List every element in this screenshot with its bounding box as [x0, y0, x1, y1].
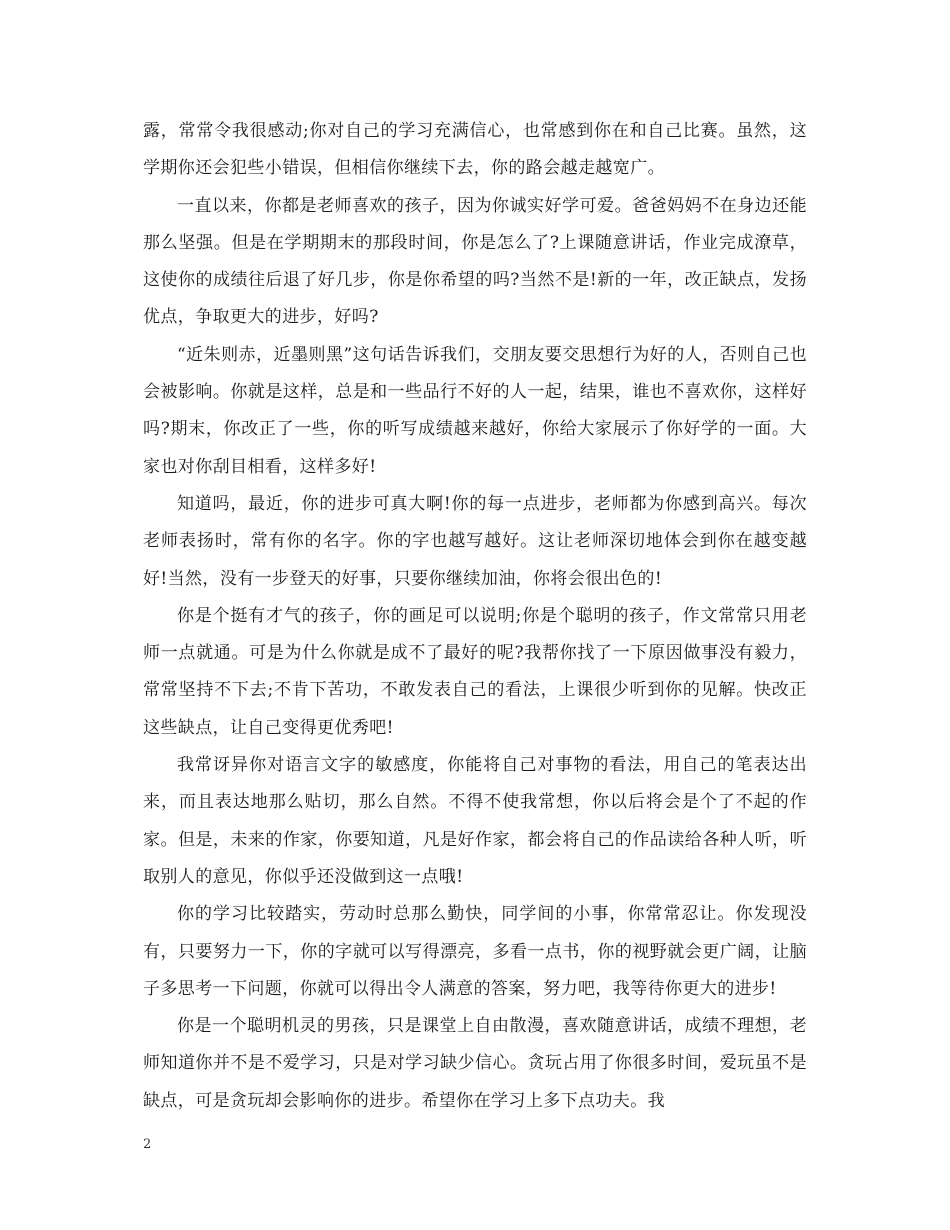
paragraph: 一直以来，你都是老师喜欢的孩子，因为你诚实好学可爱。爸爸妈妈不在身边还能那么坚强。但是在学期期末的那段时间，你是怎么了?上课随意讲话，作业完成潦草，这使你的成绩往后退了好几步，你是你希望的吗?当然不是!新的一年，改正缺点，发扬优点，争取更大的进步，好吗? — [143, 195, 807, 328]
paragraph: 你是一个聪明机灵的男孩，只是课堂上自由散漫，喜欢随意讲话，成绩不理想，老师知道你并不是不爱学习，只是对学习缺少信心。贪玩占用了你很多时间，爱玩虽不是缺点，可是贪玩却会影响你的进步。希望你在学习上多下点功夫。我 — [143, 1016, 807, 1111]
paragraph: “近朱则赤，近墨则黑”这句话告诉我们，交朋友要交思想行为好的人，否则自己也会被影响。你就是这样，总是和一些品行不好的人一起，结果，谁也不喜欢你，这样好吗?期末，你改正了一些，你的听写成绩越来越好，你给大家展示了你好学的一面。大家也对你刮目相看，这样多好! — [143, 344, 807, 477]
body-text — [143, 113, 807, 1120]
paragraph-continued: 露，常常令我很感动;你对自己的学习充满信心，也常感到你在和自己比赛。虽然，这学期你还会犯些小错误，但相信你继续下去，你的路会越走越宽广。 — [143, 121, 807, 179]
paragraph: 你的学习比较踏实，劳动时总那么勤快，同学间的小事，你常常忍让。你发现没有，只要努力一下，你的字就可以写得漂亮，多看一点书，你的视野就会更广阔，让脑子多思考一下问题，你就可以得出令人满意的答案，努力吧，我等待你更大的进步! — [143, 904, 807, 999]
page-number: 2 — [143, 1137, 152, 1152]
paragraph: 我常讶异你对语言文字的敏感度，你能将自己对事物的看法，用自己的笔表达出来，而且表达地那么贴切，那么自然。不得不使我常想，你以后将会是个了不起的作家。但是，未来的作家，你要知道，凡是好作家，都会将自己的作品读给各种人听，听取别人的意见，你似乎还没做到这一点哦! — [143, 755, 807, 887]
paragraph: 你是个挺有才气的孩子，你的画足可以说明;你是个聪明的孩子，作文常常只用老师一点就通。可是为什么你就是成不了最好的呢?我帮你找了一下原因做事没有毅力，常常坚持不下去;不肯下苦功，不敢发表自己的看法，上课很少听到你的见解。快改正这些缺点，让自己变得更优秀吧! — [143, 605, 807, 738]
paragraph: 知道吗，最近，你的进步可真大啊!你的每一点进步，老师都为你感到高兴。每次老师表扬时，常有你的名字。你的字也越写越好。这让老师深切地体会到你在越变越好!当然，没有一步登天的好事，只要你继续加油，你将会很出色的! — [143, 493, 807, 589]
